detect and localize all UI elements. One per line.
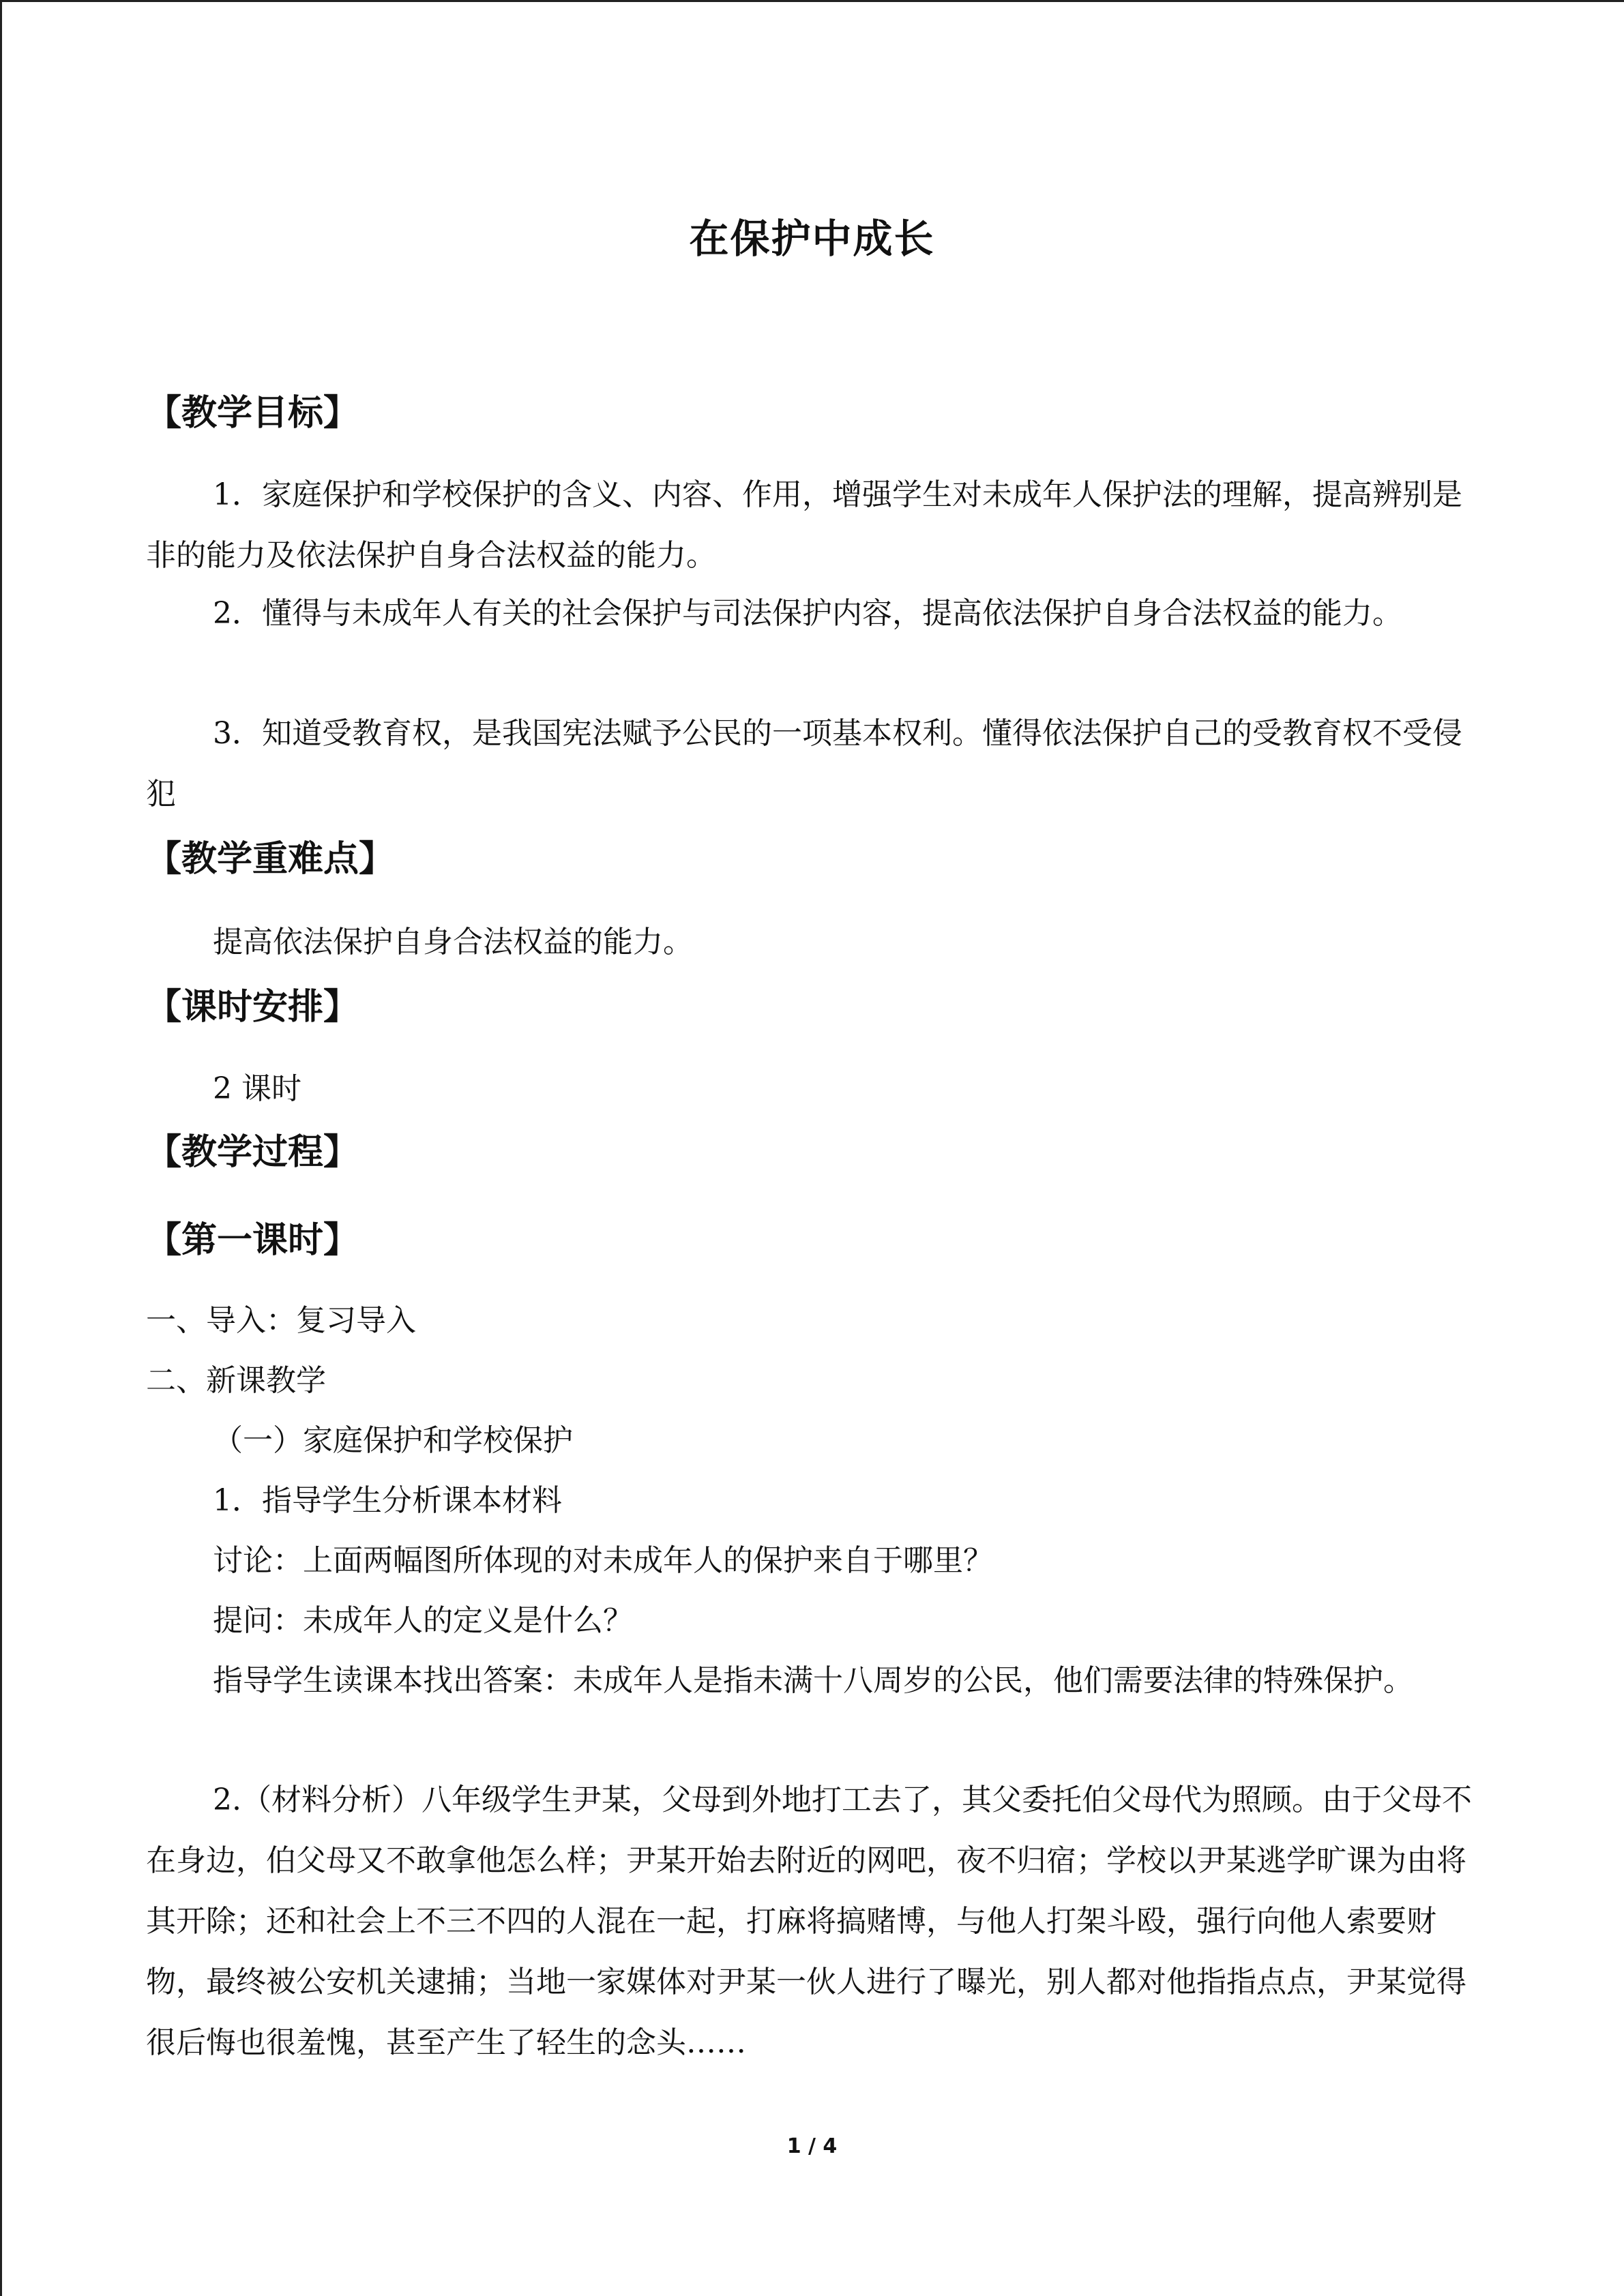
objective-1: 1．家庭保护和学校保护的含义、内容、作用，增强学生对未成年人保护法的理解，提高辨别是非的能力及依法保护自身合法权益的能力。 — [146, 477, 1462, 573]
new-lesson-line: 二、新课教学 — [146, 1363, 326, 1398]
objective-2: 2．懂得与未成年人有关的社会保护与司法保护内容，提高依法保护自身合法权益的能力。 — [213, 596, 1402, 631]
material-paragraph: 2.（材料分析）八年级学生尹某，父母到外地打工去了，其父委托伯父母代为照顾。由于父母不在身边，伯父母又不敢拿他怎么样；尹某开始去附近的网吧，夜不归宿；学校以尹某逃学旷课为由将其开除；还和社会上不三不四的人混在一起，打麻将搞赌博，与他人打架斗殴，强行向他人索要财物，最终被公安机关逮捕；当地一家媒体对尹某一伙人进行了曝光，别人都对他指指点点，尹某觉得很后悔也很羞愧，甚至产生了轻生的念头…… — [146, 1783, 1472, 2060]
heading-schedule: 【课时安排】 — [146, 987, 359, 1028]
step-1-line: 1．指导学生分析课本材料 — [213, 1483, 562, 1518]
heading-key-points: 【教学重难点】 — [146, 839, 395, 880]
objective-3: 3．知道受教育权，是我国宪法赋予公民的一项基本权利。懂得依法保护自己的受教育权不受侵犯 — [146, 716, 1462, 811]
heading-objectives: 【教学目标】 — [146, 393, 359, 434]
heading-process: 【教学过程】 — [146, 1132, 359, 1173]
answer-paragraph: 指导学生读课本找出答案：未成年人是指未满十八周岁的公民，他们需要法律的特殊保护。 — [213, 1663, 1413, 1698]
schedule-text: 2 课时 — [213, 1071, 301, 1106]
heading-first-lesson: 【第一课时】 — [146, 1220, 359, 1261]
document-title: 在保护中成长 — [689, 215, 935, 262]
discussion-line: 讨论：上面两幅图所体现的对未成年人的保护来自于哪里？ — [213, 1543, 993, 1578]
page-number: 1 / 4 — [786, 2134, 838, 2158]
section-1-line: （一）家庭保护和学校保护 — [213, 1423, 573, 1458]
key-point-text: 提高依法保护自身合法权益的能力。 — [213, 925, 693, 959]
intro-line: 一、导入：复习导入 — [146, 1303, 416, 1338]
question-line: 提问：未成年人的定义是什么？ — [213, 1603, 633, 1638]
